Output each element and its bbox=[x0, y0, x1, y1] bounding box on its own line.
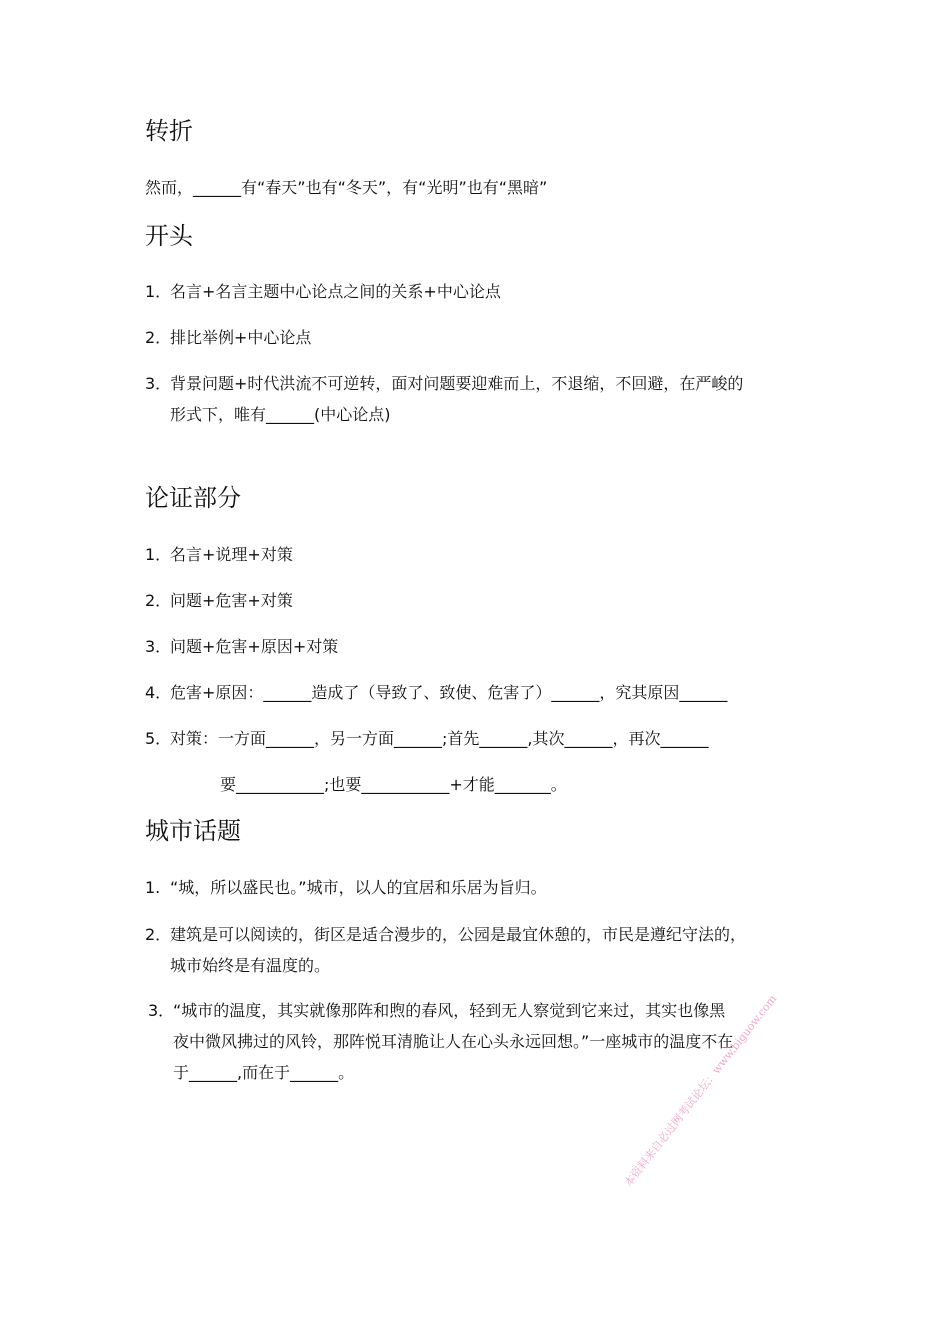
list-item-text: 城市始终是有温度的。 bbox=[170, 956, 331, 975]
list-item-number: 4． bbox=[145, 683, 172, 702]
turn-template-line: 然而，______有“春天”也有“冬天”，有“光明”也有“黑暗” bbox=[145, 178, 548, 197]
list-item-text: 危害+原因：______造成了（导致了、致使、危害了）______，究其原因______ bbox=[170, 683, 728, 702]
list-item-text: 问题+危害+原因+对策 bbox=[170, 637, 339, 656]
list-item-number: 3． bbox=[145, 374, 172, 393]
list-item bbox=[145, 585, 293, 616]
list-item-number: 2． bbox=[145, 591, 172, 610]
list-item-number: 3． bbox=[148, 1001, 175, 1020]
list-item bbox=[145, 872, 547, 903]
list-item-number: 2． bbox=[145, 328, 172, 347]
list-item-number: 1． bbox=[145, 282, 172, 301]
list-item bbox=[145, 919, 746, 981]
list-item-text: 建筑是可以阅读的，街区是适合漫步的，公园是最宜休憩的，市民是遵纪守法的， bbox=[170, 925, 747, 944]
section-title-city: 城市话题 bbox=[145, 817, 241, 845]
list-item-number: 3． bbox=[145, 637, 172, 656]
list-item-number: 2． bbox=[145, 925, 172, 944]
list-item bbox=[145, 631, 338, 662]
list-item bbox=[148, 995, 733, 1088]
list-item-text: 形式下，唯有______(中心论点) bbox=[170, 405, 391, 424]
list-item-number: 1． bbox=[145, 545, 172, 564]
list-item bbox=[145, 276, 501, 307]
list-item bbox=[145, 322, 311, 353]
countermeasure-continuation: 要___________;也要___________+才能_______。 bbox=[220, 775, 567, 794]
section-title-argument: 论证部分 bbox=[145, 484, 241, 512]
section-title-opening: 开头 bbox=[145, 222, 193, 250]
list-item-text: 排比举例+中心论点 bbox=[170, 328, 312, 347]
section-title-turn: 转折 bbox=[145, 117, 193, 145]
list-item bbox=[145, 539, 293, 570]
list-item-text: 名言+说理+对策 bbox=[170, 545, 293, 564]
list-item-text: 背景问题+时代洪流不可逆转，面对问题要迎难而上，不退缩，不回避，在严峻的 bbox=[170, 374, 744, 393]
list-item-text: 对策：一方面______，另一方面______;首先______,其次______，再次______ bbox=[170, 729, 709, 748]
list-item bbox=[145, 723, 708, 754]
list-item-text: 夜中微风拂过的风铃，那阵悦耳清脆让人在心头永远回想。”一座城市的温度不在 bbox=[173, 1032, 734, 1051]
list-item-number: 5． bbox=[145, 729, 172, 748]
list-item-text: “城市的温度，其实就像那阵和煦的春风，轻到无人察觉到它来过，其实也像黑 bbox=[173, 1001, 726, 1020]
list-item bbox=[145, 677, 727, 708]
list-item-text: “城，所以盛民也。”城市，以人的宜居和乐居为旨归。 bbox=[170, 878, 547, 897]
list-item-number: 1. bbox=[145, 878, 161, 897]
list-item-text: 问题+危害+对策 bbox=[170, 591, 293, 610]
list-item bbox=[145, 368, 743, 430]
list-item-text: 于______,而在于______。 bbox=[173, 1063, 355, 1082]
watermark: 本资料来自必过网考试论坛：www.biguow.com bbox=[621, 992, 780, 1190]
list-item-text: 名言+名言主题中心论点之间的关系+中心论点 bbox=[170, 282, 501, 301]
